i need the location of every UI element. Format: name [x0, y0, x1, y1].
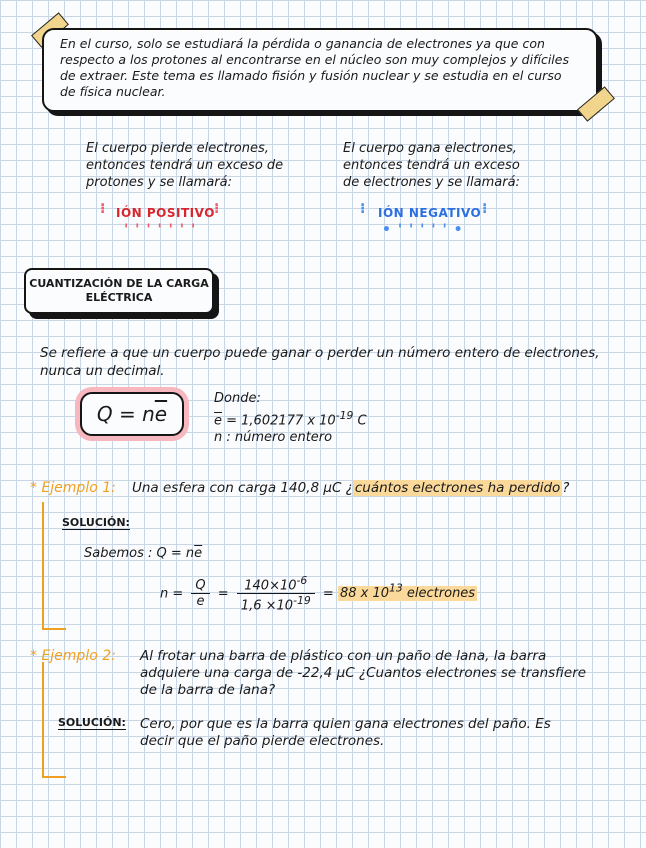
question-highlight: cuántos electrones ha perdido — [354, 480, 561, 496]
example-2-answer — [140, 716, 610, 750]
fraction-denominator — [237, 594, 315, 613]
calculation-row — [160, 574, 477, 614]
denominator-exponent: -19 — [293, 594, 311, 608]
section-heading-line: ELÉCTRICA — [85, 291, 153, 304]
equals-sign: = — [322, 586, 334, 602]
text-line: El cuerpo gana electrones, — [343, 141, 517, 156]
sparkle-icon: ⁝ — [482, 201, 489, 217]
numerator-base: 140×10 — [244, 578, 297, 594]
e-value: = 1,602177 x 10 — [222, 413, 336, 429]
formula-legend — [214, 390, 367, 446]
gains-electrons-text — [343, 140, 543, 191]
example-1-label: * Ejemplo 1: — [30, 480, 116, 496]
text-line: El cuerpo pierde electrones, — [86, 141, 269, 156]
sparkle-icon: ' ' ' ' ' ' ' — [124, 222, 197, 238]
e-symbol: $\overline{e}$ — [214, 413, 222, 429]
example-2-label: * Ejemplo 2: — [30, 648, 116, 664]
solution-label: SOLUCIÓN: — [62, 516, 130, 529]
equals-sign: = — [217, 586, 229, 602]
formula-box — [80, 392, 184, 436]
example-1-question — [132, 480, 569, 496]
text-line: nunca un decimal. — [40, 363, 165, 379]
note-line: de extraer. Este tema es llamado fisión y fusión nuclear y se estudia en el curso — [60, 68, 562, 83]
text-line: Cero, por que es la barra quien gana electrones del paño. Es — [140, 716, 551, 732]
sparkle-icon: ⁝ — [100, 201, 107, 217]
e-unit: C — [353, 413, 367, 429]
text-line: decir que el paño pierde electrones. — [140, 733, 385, 749]
text-line: Se refiere a que un cuerpo puede ganar o perder un número entero de electrones, — [40, 345, 600, 361]
result-base: 88 x 10 — [339, 586, 389, 602]
question-text: ? — [562, 480, 570, 496]
negative-ion-label: IÓN NEGATIVO — [378, 206, 482, 220]
note-line: En el curso, solo se estudiará la pérdida o ganancia de electrones ya que con — [60, 36, 545, 51]
n-definition: n : número entero — [214, 430, 333, 446]
text-line: adquiere una carga de -22,4 μC ¿Cuantos electrones se transfiere — [140, 665, 587, 681]
formula-q: Q — [96, 402, 113, 426]
result-exponent: 13 — [389, 582, 403, 595]
text-line: protones y se llamará: — [86, 175, 232, 190]
e-exponent: -19 — [335, 409, 354, 422]
sabemos-e: $\overline{e}$ — [194, 546, 203, 561]
note-line: respecto a los protones al encontrarse en el núcleo son muy complejos y difíciles — [60, 52, 569, 67]
sparkle-icon: ⁝ — [360, 201, 367, 217]
section-heading — [24, 268, 214, 314]
loses-electrons-text — [86, 140, 286, 191]
solution-label: SOLUCIÓN: — [58, 716, 126, 729]
fraction-denominator: e — [196, 594, 205, 610]
donde-label: Donde: — [214, 391, 261, 406]
question-text: Una esfera con carga 140,8 μC ¿ — [132, 480, 353, 496]
sabemos-eq: Q = n — [156, 546, 195, 561]
sparkle-icon: ⁝ — [214, 201, 221, 217]
note-box — [42, 28, 598, 112]
fraction-numerator — [237, 574, 315, 594]
denominator-base: 1,6 ×10 — [240, 598, 294, 614]
positive-ion-label: IÓN POSITIVO — [116, 206, 215, 220]
formula-eq: = n — [112, 402, 155, 426]
formula-e: $\overline{e}$ — [154, 402, 168, 426]
fraction-q-over-e — [191, 578, 209, 609]
known-formula — [84, 546, 202, 561]
result-unit: electrones — [402, 586, 476, 602]
numerator-exponent: -6 — [296, 574, 308, 587]
section-heading-line: CUANTIZACIÓN DE LA CARGA — [29, 277, 209, 290]
text-line: entonces tendrá un exceso de — [86, 158, 284, 173]
note-line: de física nuclear. — [60, 84, 166, 99]
result-highlight — [338, 582, 477, 602]
n-eq: n = — [160, 586, 184, 602]
text-line: entonces tendrá un exceso — [343, 158, 520, 173]
sparkle-icon: • ' ' ' ' ' • — [382, 222, 464, 238]
text-line: de la barra de lana? — [140, 682, 276, 698]
definition-text — [40, 344, 610, 380]
e-definition — [214, 407, 367, 429]
text-line: de electrones y se llamará: — [343, 175, 520, 190]
fraction-values — [237, 574, 315, 614]
example-2-question — [140, 648, 610, 699]
sabemos-label: Sabemos : — [84, 546, 153, 561]
text-line: Al frotar una barra de plástico con un paño de lana, la barra — [140, 648, 547, 664]
fraction-numerator: Q — [191, 578, 209, 594]
